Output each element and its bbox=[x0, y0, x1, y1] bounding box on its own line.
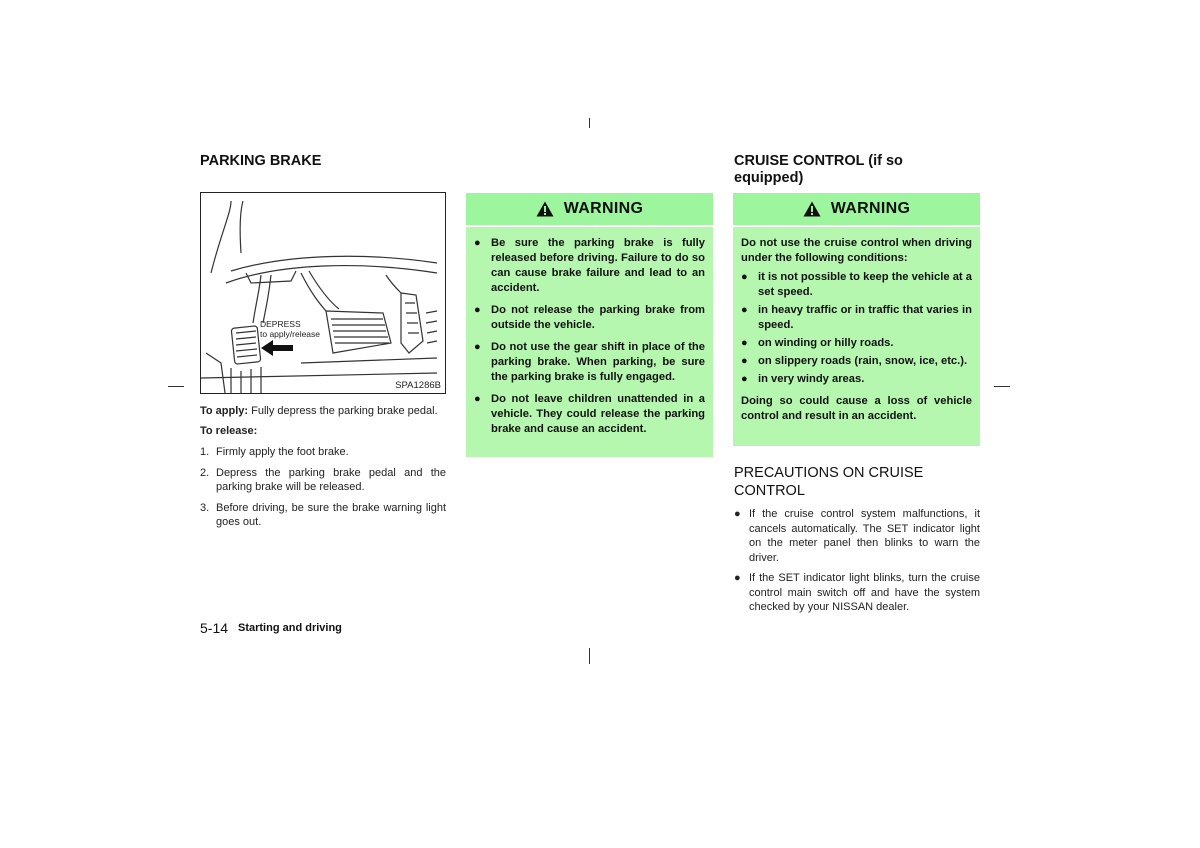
crop-mark-left bbox=[168, 386, 184, 387]
warning-item: ● Do not leave children unattended in a vehicle. They could release the parking brake and cause an accident. bbox=[474, 393, 705, 435]
cruise-condition: ● on winding or hilly roads. bbox=[741, 337, 894, 349]
warning-item: ● Be sure the parking brake is fully released before driving. Failure to do so can cause brake failure and lead to an accident. bbox=[474, 237, 705, 294]
crop-mark-right bbox=[994, 386, 1010, 387]
precautions-list bbox=[734, 507, 980, 615]
warning-triangle-icon bbox=[536, 201, 554, 217]
cruise-warning-title: WARNING bbox=[830, 200, 911, 217]
to-apply-paragraph bbox=[200, 404, 450, 419]
parking-brake-warning-header bbox=[466, 193, 713, 225]
cruise-warning-header bbox=[733, 193, 980, 225]
footer-section-title: Starting and driving bbox=[238, 622, 342, 634]
figure-code: SPA1286B bbox=[395, 380, 441, 391]
cruise-condition: ● in very windy areas. bbox=[741, 373, 865, 385]
depress-arrow bbox=[261, 340, 293, 356]
precautions-title: PRECAUTIONS ON CRUISE CONTROL bbox=[734, 465, 924, 499]
step-3: 3. Before driving, be sure the brake warning light goes out. bbox=[200, 501, 446, 528]
cruise-condition: ● on slippery roads (rain, snow, ice, etc.). bbox=[741, 355, 968, 367]
parking-brake-figure bbox=[200, 192, 446, 394]
depress-label: DEPRESS to apply/release bbox=[260, 319, 321, 339]
precaution-item: ● If the SET indicator light blinks, turn the cruise control main switch off and have the system checked by your NISSAN dealer. bbox=[734, 572, 980, 613]
warning-title: WARNING bbox=[563, 200, 644, 217]
cruise-warning-intro: Do not use the cruise control when driving under the following conditions: bbox=[741, 237, 972, 264]
crop-mark-bottom bbox=[589, 648, 590, 664]
parking-brake-warning-body bbox=[466, 227, 713, 457]
cruise-condition: ● it is not possible to keep the vehicle at a set speed. bbox=[741, 271, 972, 298]
pedal-illustration bbox=[201, 193, 445, 393]
to-release-label: To release: bbox=[200, 425, 258, 437]
page-number: 5-14 bbox=[200, 620, 229, 636]
release-steps bbox=[200, 445, 446, 530]
parking-brake-title: PARKING BRAKE bbox=[200, 153, 322, 169]
to-apply-label: To apply: bbox=[200, 405, 249, 417]
cruise-warning-body bbox=[733, 227, 980, 446]
warning-item: ● Do not use the gear shift in place of the parking brake. When parking, be sure the parking brake is fully engaged. bbox=[474, 341, 705, 383]
crop-mark-top bbox=[589, 118, 590, 128]
cruise-condition: ● in heavy traffic or in traffic that varies in speed. bbox=[741, 304, 972, 331]
warning-triangle-icon bbox=[803, 201, 821, 217]
cruise-control-title: CRUISE CONTROL (if so equipped) bbox=[734, 153, 903, 186]
warning-item: ● Do not release the parking brake from outside the vehicle. bbox=[474, 304, 705, 331]
step-1: 1. Firmly apply the foot brake. bbox=[200, 446, 349, 458]
step-2: 2. Depress the parking brake pedal and the parking brake will be released. bbox=[200, 466, 446, 493]
precaution-item: ● If the cruise control system malfunctions, it cancels automatically. The SET indicator light on the meter panel then blinks to warn the driver. bbox=[734, 508, 980, 564]
cruise-warning-outro: Doing so could cause a loss of vehicle control and result in an accident. bbox=[741, 395, 972, 422]
to-apply-text: Fully depress the parking brake pedal. bbox=[248, 405, 438, 417]
